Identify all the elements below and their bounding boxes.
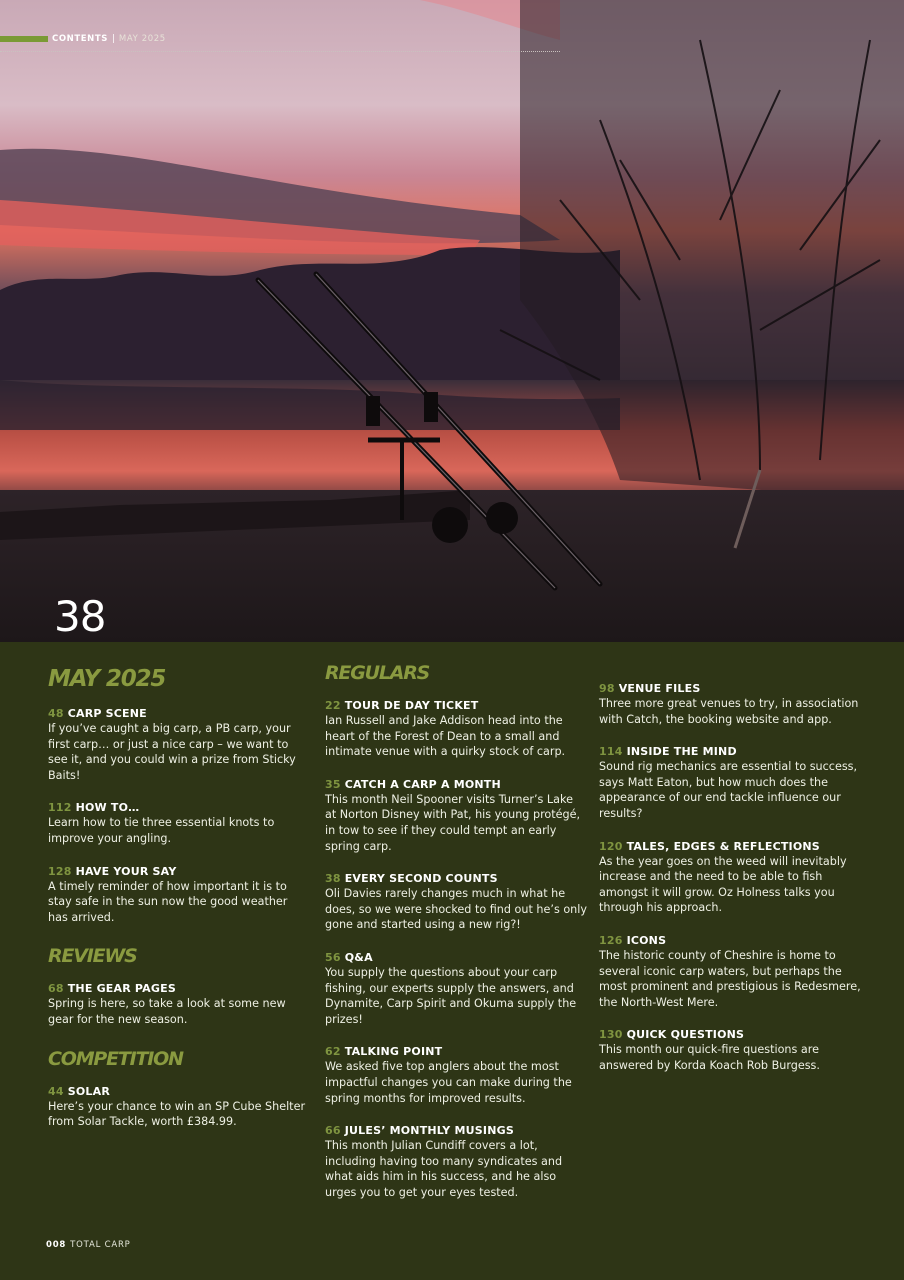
item-title: ICONS — [626, 933, 667, 947]
item-description: We asked five top anglers about the most impactful changes you can make during the spring months for improved results. — [325, 1060, 572, 1105]
item-title: THE GEAR PAGES — [67, 982, 176, 996]
item-page: 56 — [325, 950, 341, 964]
item-description: This month Neil Spooner visits Turner’s Lake at Norton Disney with Pat, his young protégé, in tow to see if they could tempt an early spring carp. — [325, 792, 581, 853]
contents-item[interactable] — [48, 1084, 310, 1130]
item-title: QUICK QUESTIONS — [626, 1028, 745, 1042]
item-title: TALKING POINT — [344, 1045, 443, 1059]
header-accent-bar — [0, 36, 48, 42]
item-description: Oli Davies rarely changes much in what he does, so we were shocked to find out he’s only gone and started using a new rig?! — [325, 887, 587, 932]
header-dotted-rule — [0, 51, 560, 52]
issue-heading: MAY 2025 — [48, 666, 166, 692]
item-title: VENUE FILES — [618, 682, 701, 695]
item-page: 35 — [325, 777, 341, 791]
reviews-heading: REVIEWS — [48, 945, 137, 968]
item-page: 98 — [599, 682, 615, 695]
item-page: 114 — [599, 745, 623, 759]
item-description: You supply the questions about your carp fishing, our experts supply the answers, and Dynamite, Carp Spirit and Okuma supply the prizes! — [325, 965, 577, 1026]
item-description: This month Julian Cundiff covers a lot, including having too many syndicates and what aids him in his success, and he also urges you to get your eyes tested. — [325, 1139, 563, 1199]
contents-column-right — [599, 681, 861, 1091]
item-title: JULES’ MONTHLY MUSINGS — [344, 1124, 514, 1138]
item-page: 22 — [325, 699, 341, 712]
item-title: TALES, EDGES & REFLECTIONS — [626, 839, 820, 853]
contents-column-middle — [325, 662, 587, 1217]
contents-item[interactable] — [325, 950, 587, 1027]
item-title: HOW TO… — [75, 801, 140, 815]
item-description: Sound rig mechanics are essential to success, says Matt Eaton, but how much does the appearance of our end tackle influence our results? — [599, 760, 858, 820]
contents-item[interactable] — [48, 864, 310, 926]
item-page: 44 — [48, 1084, 64, 1098]
issue-date: MAY 2025 — [118, 34, 166, 44]
contents-item[interactable] — [48, 706, 310, 783]
contents-item[interactable] — [48, 800, 310, 846]
item-page: 130 — [599, 1028, 623, 1042]
contents-item[interactable] — [48, 981, 310, 1027]
item-title: Q&A — [344, 950, 373, 964]
contents-item[interactable] — [325, 698, 587, 760]
item-description: If you’ve caught a big carp, a PB carp, your first carp… or just a nice carp – we want to see it, and you could win a prize from Sticky Baits! — [48, 722, 296, 782]
item-description: Ian Russell and Jake Addison head into the heart of the Forest of Dean to a small and intimate venue with a quirky stock of carp. — [325, 714, 566, 759]
item-page: 66 — [325, 1124, 341, 1138]
contents-item[interactable] — [599, 744, 861, 821]
item-title: SOLAR — [67, 1084, 110, 1098]
contents-item[interactable] — [599, 1027, 861, 1073]
regulars-heading: REGULARS — [325, 662, 430, 684]
magazine-name: TOTAL CARP — [70, 1240, 131, 1250]
contents-item[interactable] — [599, 933, 861, 1010]
item-page: 120 — [599, 839, 623, 853]
item-page: 62 — [325, 1045, 341, 1059]
header-separator: | — [112, 34, 115, 44]
item-title: CARP SCENE — [67, 707, 147, 720]
item-page: 128 — [48, 864, 72, 878]
item-title: EVERY SECOND COUNTS — [344, 872, 498, 886]
item-description: As the year goes on the weed will inevitably increase and the need to be able to fish amongst it will grow. Oz Holness talks you through his approach. — [599, 854, 847, 915]
item-title: HAVE YOUR SAY — [75, 864, 177, 878]
item-description: A timely reminder of how important it is to stay safe in the sun now the good weather has arrived. — [48, 879, 288, 924]
item-page: 38 — [325, 872, 341, 886]
item-page: 48 — [48, 707, 64, 720]
item-description: Here’s your chance to win an SP Cube Shelter from Solar Tackle, worth £384.99. — [48, 1099, 306, 1129]
running-header — [0, 33, 560, 45]
item-page: 68 — [48, 982, 64, 996]
contents-item[interactable] — [599, 681, 861, 727]
item-description: Learn how to tie three essential knots to improve your angling. — [48, 816, 275, 845]
item-page: 112 — [48, 801, 72, 815]
contents-column-left — [48, 666, 310, 1147]
contents-item[interactable] — [325, 1044, 587, 1106]
item-description: Three more great venues to try, in association with Catch, the booking website and app. — [599, 697, 859, 726]
item-title: CATCH A CARP A MONTH — [344, 777, 501, 791]
competition-heading: COMPETITION — [48, 1047, 183, 1070]
page-footer — [46, 1240, 131, 1250]
feature-page-number: 38 — [54, 592, 106, 641]
contents-item[interactable] — [325, 871, 587, 933]
item-description: Spring is here, so take a look at some new gear for the new season. — [48, 997, 286, 1026]
folio-number: 008 — [46, 1240, 67, 1250]
item-page: 126 — [599, 933, 623, 947]
contents-item[interactable] — [325, 1123, 587, 1200]
item-description: The historic county of Cheshire is home to several iconic carp waters, but perhaps the most prominent and prestigious is Redesmere, the North-West Mere. — [599, 948, 861, 1009]
item-title: TOUR DE DAY TICKET — [344, 699, 479, 712]
item-description: This month our quick-fire questions are answered by Korda Koach Rob Burgess. — [599, 1043, 820, 1072]
contents-item[interactable] — [325, 777, 587, 854]
section-label: CONTENTS — [52, 34, 109, 44]
item-title: INSIDE THE MIND — [626, 745, 737, 759]
contents-item[interactable] — [599, 839, 861, 916]
